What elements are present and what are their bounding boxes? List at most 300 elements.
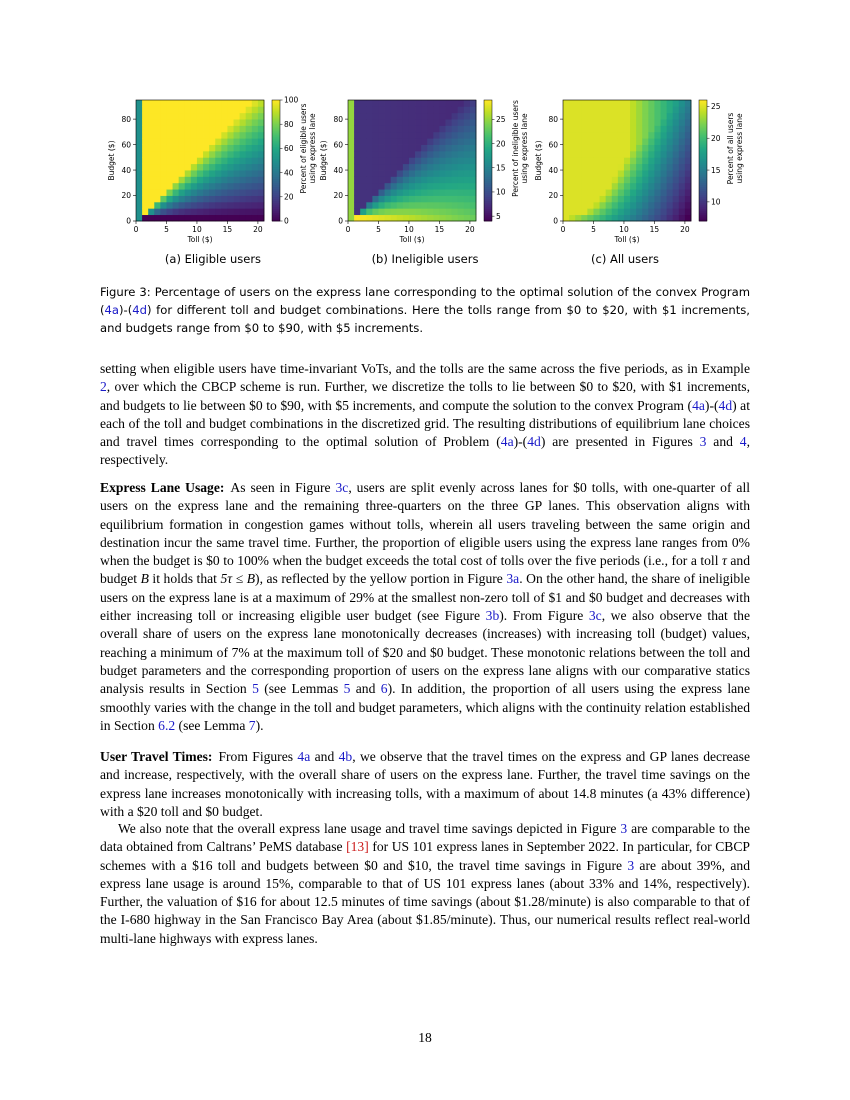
heatmap-cell	[569, 202, 575, 209]
heatmap-cell	[234, 119, 240, 126]
cross-reference-link[interactable]: 6.2	[158, 717, 176, 733]
heatmap-cell	[378, 106, 384, 113]
y-tick-label: 60	[548, 140, 558, 150]
heatmap-cell	[246, 119, 252, 126]
heatmap-cell	[197, 189, 203, 196]
heatmap-cell	[179, 119, 185, 126]
heatmap-cell	[661, 100, 667, 107]
heatmap-cell	[409, 202, 415, 209]
heatmap-cell	[166, 196, 172, 203]
caption-ref-4d[interactable]: 4d	[132, 303, 147, 317]
heatmap-cell	[636, 202, 642, 209]
heatmap-cell	[142, 151, 148, 158]
heatmap-cell	[203, 106, 209, 113]
heatmap-cell	[240, 119, 246, 126]
heatmap-cell	[624, 176, 630, 183]
heatmap-cell	[240, 183, 246, 190]
heatmap-cell	[209, 125, 215, 132]
heatmap-cell	[246, 183, 252, 190]
heatmap-cell	[246, 125, 252, 132]
heatmap-cell	[354, 164, 360, 171]
heatmap-cell	[685, 106, 691, 113]
heatmap-cell	[452, 176, 458, 183]
heatmap-cell	[360, 208, 366, 215]
heatmap-cell	[366, 189, 372, 196]
y-tick-label: 40	[548, 165, 558, 175]
y-tick-label: 60	[333, 140, 343, 150]
cross-reference-link[interactable]: 3c	[588, 608, 602, 624]
heatmap-cell	[160, 151, 166, 158]
cross-reference-link[interactable]: 4a	[297, 749, 311, 764]
y-tick-label: 20	[121, 191, 131, 201]
heatmap-cell	[673, 151, 679, 158]
heatmap-cell	[209, 215, 215, 222]
colorbar-tick-label: 20	[496, 139, 506, 149]
heatmap-cell	[642, 157, 648, 164]
heatmap-ineligible-users	[312, 95, 537, 245]
heatmap-cell	[636, 215, 642, 222]
heatmap-cell	[446, 164, 452, 171]
heatmap-cell	[661, 113, 667, 120]
heatmap-cell	[258, 125, 264, 132]
heatmap-cell	[624, 202, 630, 209]
heatmap-cell	[624, 151, 630, 158]
heatmap-cell	[642, 202, 648, 209]
colorbar-tick-label: 10	[496, 187, 506, 197]
heatmap-cell	[191, 170, 197, 177]
colorbar-tick-label: 60	[284, 144, 294, 154]
heatmap-cell	[179, 202, 185, 209]
heatmap-cell	[593, 170, 599, 177]
heatmap-cell	[252, 196, 258, 203]
heatmap-cell	[166, 164, 172, 171]
heatmap-cell	[372, 215, 378, 222]
heatmap-cell	[600, 202, 606, 209]
heatmap-cell	[391, 138, 397, 145]
heatmap-cell	[246, 151, 252, 158]
heatmap-cell	[661, 196, 667, 203]
cross-reference-link[interactable]: 4d	[718, 397, 733, 413]
heatmap-cell	[612, 125, 618, 132]
cross-reference-link[interactable]: 2	[100, 379, 107, 395]
x-axis-label: Toll ($)	[614, 235, 640, 244]
heatmap-cell	[600, 183, 606, 190]
heatmap-cell	[160, 119, 166, 126]
heatmap-cell	[427, 157, 433, 164]
cross-reference-link[interactable]: 3	[627, 857, 635, 873]
cross-reference-link[interactable]: 4a	[500, 434, 514, 450]
heatmap-cell	[221, 164, 227, 171]
heatmap-cell	[409, 119, 415, 126]
heatmap-cell	[433, 145, 439, 152]
heatmap-eligible-users	[100, 95, 320, 245]
text-run: , we also observe that the overall share of users on the express lane monotonically decreases (increases) with increasing toll (budget) values, reaching a minimum of 7% at the maximum toll of $20 and $0 budget. These monotonic relations between the toll and budget parameters and the corresponding proportion of users on the express lane aligns with our comparative statics analysis results in Section	[100, 608, 750, 697]
heatmap-cell	[391, 176, 397, 183]
heatmap-cell	[385, 151, 391, 158]
subfigure-caption-c: (c) All users	[591, 252, 659, 266]
cross-reference-link[interactable]: 3	[699, 434, 707, 450]
heatmap-cell	[191, 157, 197, 164]
heatmap-cell	[630, 100, 636, 107]
heatmap-cell	[142, 170, 148, 177]
heatmap-cell	[179, 183, 185, 190]
heatmap-cell	[415, 151, 421, 158]
heatmap-cell	[378, 132, 384, 139]
heatmap-cell	[679, 183, 685, 190]
heatmap-cell	[415, 202, 421, 209]
x-tick-label: 10	[192, 225, 202, 234]
heatmap-cell	[685, 176, 691, 183]
heatmap-cell	[581, 100, 587, 107]
cross-reference-link[interactable]: 3c	[335, 480, 349, 495]
heatmap-cell	[154, 100, 160, 107]
heatmap-cell	[575, 176, 581, 183]
heatmap-cell	[673, 196, 679, 203]
heatmap-cell	[136, 151, 142, 158]
heatmap-cell	[624, 113, 630, 120]
heatmap-cell	[569, 170, 575, 177]
heatmap-cell	[452, 164, 458, 171]
heatmap-cell	[148, 132, 154, 139]
heatmap-cell	[215, 100, 221, 107]
heatmap-cell	[185, 119, 191, 126]
colorbar-tick-label: 25	[711, 102, 721, 112]
heatmap-cell	[452, 151, 458, 158]
heatmap-cell	[421, 183, 427, 190]
heatmap-cell	[215, 208, 221, 215]
heatmap-cell	[378, 189, 384, 196]
text-run: . On the other hand, the share of ineligible users on the express lane is at a maximum of 29% at the smallest non-zero toll of $1 and $0 budget and decreases with either increasing toll or increasing eligible user budget (see Figure	[100, 571, 750, 624]
heatmap-cell	[136, 202, 142, 209]
heatmap-cell	[642, 132, 648, 139]
heatmap-cell	[360, 106, 366, 113]
heatmap-cell	[252, 208, 258, 215]
heatmap-cell	[630, 183, 636, 190]
heatmap-cell	[470, 106, 476, 113]
heatmap-cell	[209, 202, 215, 209]
heatmap-cell	[197, 196, 203, 203]
colorbar-tick-label: 20	[284, 192, 294, 202]
heatmap-cell	[606, 119, 612, 126]
heatmap-cell	[630, 106, 636, 113]
heatmap-cell	[439, 132, 445, 139]
heatmap-cell	[458, 202, 464, 209]
x-tick-label: 0	[133, 225, 139, 234]
heatmap-cell	[600, 138, 606, 145]
heatmap-cell	[446, 215, 452, 222]
heatmap-cell	[409, 170, 415, 177]
heatmap-cell	[215, 157, 221, 164]
heatmap-cell	[403, 125, 409, 132]
heatmap-cell	[354, 157, 360, 164]
cross-reference-link[interactable]: 7	[248, 717, 256, 733]
heatmap-cell	[446, 157, 452, 164]
heatmap-cell	[227, 164, 233, 171]
heatmap-cell	[636, 100, 642, 107]
heatmap-cell	[378, 208, 384, 215]
heatmap-cell	[240, 189, 246, 196]
heatmap-cell	[673, 125, 679, 132]
heatmap-cell	[154, 106, 160, 113]
heatmap-cell	[397, 151, 403, 158]
heatmap-cell	[458, 106, 464, 113]
heatmap-cell	[258, 208, 264, 215]
heatmap-cell	[630, 132, 636, 139]
heatmap-cell	[372, 145, 378, 152]
page-number: 18	[418, 1030, 432, 1045]
heatmap-cell	[403, 151, 409, 158]
heatmap-cell	[661, 164, 667, 171]
heatmap-cell	[385, 132, 391, 139]
heatmap-cell	[185, 183, 191, 190]
heatmap-cell	[587, 215, 593, 222]
heatmap-cell	[575, 151, 581, 158]
heatmap-cell	[378, 170, 384, 177]
cross-reference-link[interactable]: 4d	[527, 434, 541, 450]
heatmap-cell	[427, 215, 433, 222]
heatmap-cell	[654, 151, 660, 158]
heatmap-cell	[667, 119, 673, 126]
heatmap-cell	[427, 125, 433, 132]
heatmap-cell	[258, 145, 264, 152]
heatmap-cell	[569, 113, 575, 120]
heatmap-cell	[600, 157, 606, 164]
colorbar-tick-label: 0	[284, 216, 289, 226]
heatmap-cell	[348, 208, 354, 215]
heatmap-cell	[569, 125, 575, 132]
heatmap-cell	[648, 164, 654, 171]
y-tick-label: 80	[548, 114, 558, 124]
heatmap-cell	[642, 208, 648, 215]
heatmap-cell	[569, 176, 575, 183]
heatmap-cell	[600, 208, 606, 215]
heatmap-cell	[600, 113, 606, 120]
heatmap-cell	[160, 125, 166, 132]
heatmap-cell	[464, 196, 470, 203]
heatmap-cell	[563, 208, 569, 215]
heatmap-cell	[575, 106, 581, 113]
heatmap-cell	[366, 183, 372, 190]
heatmap-cell	[470, 119, 476, 126]
heatmap-cell	[661, 145, 667, 152]
heatmap-cell	[258, 157, 264, 164]
heatmap-cell	[142, 176, 148, 183]
cross-reference-link[interactable]: 3b	[485, 608, 500, 624]
heatmap-cell	[252, 119, 258, 126]
heatmap-cell	[642, 106, 648, 113]
heatmap-cell	[685, 170, 691, 177]
heatmap-cell	[179, 208, 185, 215]
heatmap-cell	[685, 145, 691, 152]
heatmap-cell	[179, 164, 185, 171]
heatmap-cell	[227, 189, 233, 196]
heatmap-cell	[391, 196, 397, 203]
heatmap-cell	[221, 145, 227, 152]
heatmap-cell	[563, 125, 569, 132]
heatmap-cell	[452, 189, 458, 196]
heatmap-cell	[427, 106, 433, 113]
heatmap-cell	[587, 202, 593, 209]
heatmap-cell	[685, 132, 691, 139]
heatmap-cell	[446, 125, 452, 132]
heatmap-cell	[439, 145, 445, 152]
heatmap-cell	[391, 164, 397, 171]
heatmap-cell	[679, 176, 685, 183]
heatmap-cell	[409, 132, 415, 139]
heatmap-cell	[612, 145, 618, 152]
heatmap-cell	[464, 151, 470, 158]
heatmap-cell	[166, 113, 172, 120]
cross-reference-link[interactable]: 5	[343, 681, 351, 697]
x-tick-label: 20	[680, 225, 690, 234]
heatmap-cell	[581, 132, 587, 139]
heatmap-cell	[246, 202, 252, 209]
heatmap-cell	[258, 196, 264, 203]
heatmap-cell	[240, 157, 246, 164]
heatmap-cell	[209, 183, 215, 190]
heatmap-cell	[179, 157, 185, 164]
x-tick-label: 10	[404, 225, 414, 234]
heatmap-cell	[203, 100, 209, 107]
heatmap-cell	[575, 138, 581, 145]
heatmap-cell	[569, 196, 575, 203]
heatmap-cell	[654, 183, 660, 190]
heatmap-cell	[642, 196, 648, 203]
heatmap-cell	[439, 176, 445, 183]
heatmap-cell	[587, 138, 593, 145]
heatmap-cell	[458, 138, 464, 145]
heatmap-cell	[403, 138, 409, 145]
heatmap-cell	[679, 113, 685, 120]
heatmap-cell	[624, 145, 630, 152]
heatmap-cell	[606, 183, 612, 190]
heatmap-cell	[154, 132, 160, 139]
y-axis-label: Budget ($)	[534, 140, 543, 181]
heatmap-cell	[433, 183, 439, 190]
heatmap-cell	[439, 215, 445, 222]
heatmap-cell	[673, 183, 679, 190]
heatmap-cell	[366, 157, 372, 164]
heatmap-cell	[642, 100, 648, 107]
heatmap-cell	[593, 215, 599, 222]
heatmap-cell	[581, 183, 587, 190]
heatmap-cell	[612, 164, 618, 171]
caption-ref-4a[interactable]: 4a	[104, 303, 120, 317]
heatmap-cell	[433, 138, 439, 145]
heatmap-cell	[154, 157, 160, 164]
heatmap-cell	[209, 151, 215, 158]
citation-link[interactable]: [13]	[346, 839, 369, 855]
heatmap-cell	[415, 145, 421, 152]
cross-reference-link[interactable]: 4a	[692, 397, 705, 413]
heatmap-cell	[136, 119, 142, 126]
heatmap-cell	[372, 196, 378, 203]
heatmap-cell	[458, 208, 464, 215]
heatmap-cell	[148, 208, 154, 215]
heatmap-cell	[648, 183, 654, 190]
heatmap-cell	[636, 157, 642, 164]
heatmap-cell	[446, 183, 452, 190]
heatmap-cell	[166, 157, 172, 164]
heatmap-cell	[252, 106, 258, 113]
heatmap-cell	[366, 202, 372, 209]
heatmap-cell	[354, 113, 360, 120]
cross-reference-link[interactable]: 5	[252, 681, 259, 697]
text-run: it holds that	[148, 571, 221, 587]
heatmap-cell	[197, 215, 203, 222]
heatmap-cell	[446, 145, 452, 152]
heatmap-cell	[148, 215, 154, 222]
heatmap-cell	[179, 170, 185, 177]
heatmap-cell	[209, 119, 215, 126]
heatmap-cell	[136, 138, 142, 145]
heatmap-cell	[630, 157, 636, 164]
heatmap-cell	[397, 106, 403, 113]
heatmap-cell	[452, 113, 458, 120]
heatmap-cell	[427, 119, 433, 126]
colorbar-tick-label: 15	[711, 165, 721, 175]
cross-reference-link[interactable]: 3a	[506, 571, 520, 587]
heatmap-cell	[366, 113, 372, 120]
heatmap-cell	[642, 119, 648, 126]
heatmap-cell	[191, 208, 197, 215]
heatmap-cell	[246, 138, 252, 145]
heatmap-cell	[569, 151, 575, 158]
heatmap-cell	[667, 202, 673, 209]
heatmap-cell	[166, 208, 172, 215]
heatmap-cell	[258, 215, 264, 222]
heatmap-cell	[397, 208, 403, 215]
heatmap-cell	[648, 196, 654, 203]
heatmap-cell	[624, 138, 630, 145]
heatmap-cell	[575, 113, 581, 120]
heatmap-cell	[458, 215, 464, 222]
heatmap-cell	[600, 196, 606, 203]
heatmap-cell	[227, 196, 233, 203]
heatmap-cell	[575, 183, 581, 190]
cross-reference-link[interactable]: 4b	[338, 749, 353, 764]
heatmap-cell	[403, 119, 409, 126]
heatmap-cell	[372, 113, 378, 120]
heatmap-cell	[458, 119, 464, 126]
heatmap-cell	[360, 157, 366, 164]
heatmap-cell	[606, 145, 612, 152]
heatmap-cell	[403, 196, 409, 203]
colorbar-segment	[699, 100, 707, 102]
heatmap-cell	[421, 189, 427, 196]
heatmap-cell	[415, 100, 421, 107]
heatmap-cell	[654, 170, 660, 177]
heatmap-cell	[661, 138, 667, 145]
heatmap-cell	[581, 145, 587, 152]
heatmap-cell	[409, 151, 415, 158]
heatmap-cell	[354, 151, 360, 158]
heatmap-cell	[409, 100, 415, 107]
heatmap-cell	[209, 106, 215, 113]
cross-reference-link[interactable]: 4	[739, 434, 747, 450]
cross-reference-link[interactable]: 6	[380, 681, 388, 697]
heatmap-cell	[354, 189, 360, 196]
cross-reference-link[interactable]: 3	[620, 821, 628, 836]
heatmap-cell	[348, 151, 354, 158]
heatmap-cell	[366, 151, 372, 158]
heatmap-cell	[409, 138, 415, 145]
heatmap-cell	[354, 145, 360, 152]
heatmap-cell	[593, 106, 599, 113]
heatmap-cell	[427, 151, 433, 158]
heatmap-cell	[673, 208, 679, 215]
heatmap-cell	[464, 132, 470, 139]
